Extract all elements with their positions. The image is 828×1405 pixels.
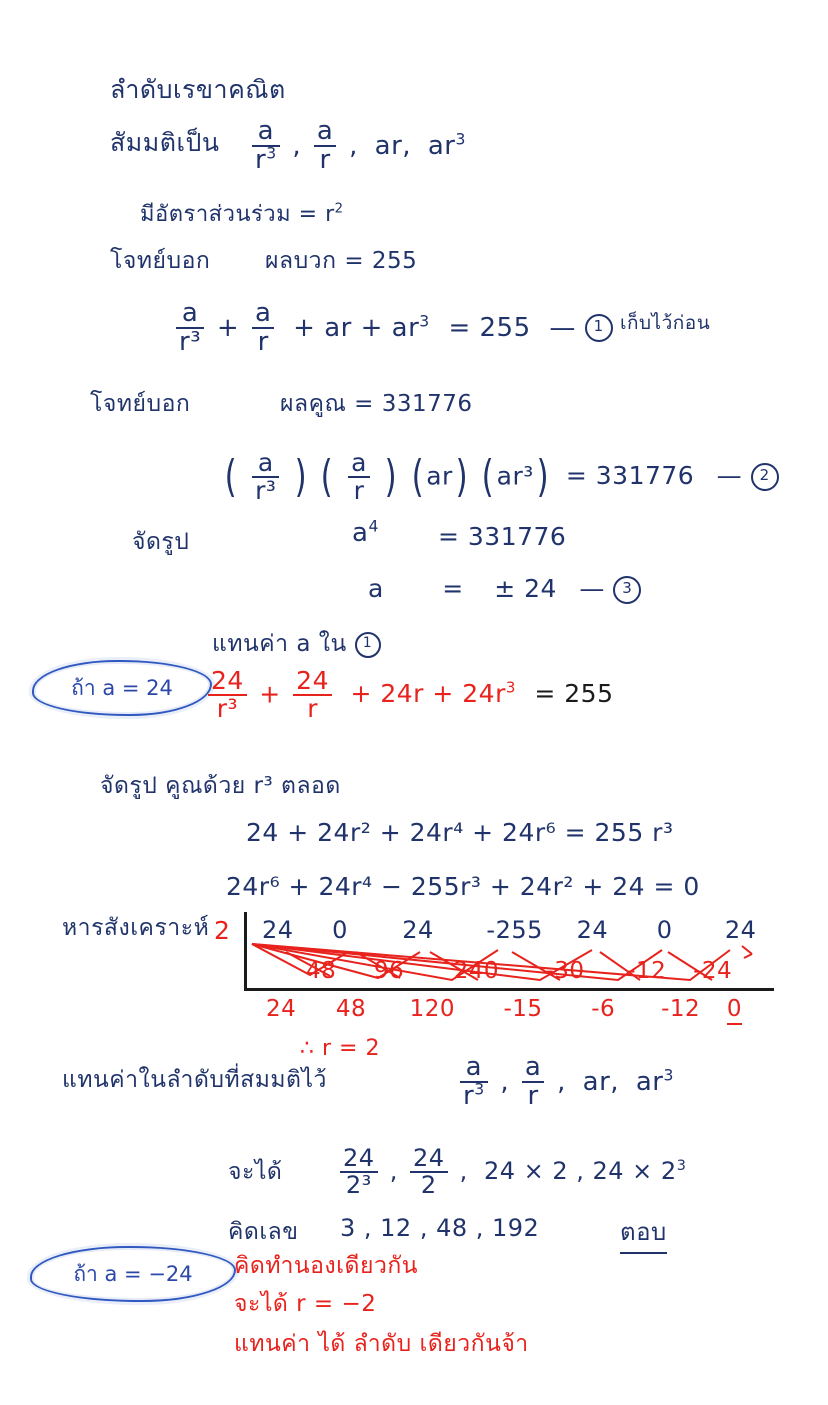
eq2-result: = 331776 (565, 461, 695, 491)
term-ar-repeat: ar, (582, 1066, 620, 1097)
ref-equation-1: 1 (355, 632, 381, 658)
final-sequence: 3 , 12 , 48 , 192 (340, 1214, 540, 1242)
equation-3: $\frac{24}{\text{r³}}$ + $\frac{24}{r}$ + $24r + 24r^3 = 255$ (204, 668, 613, 723)
synthetic-vertical-line (244, 912, 247, 990)
equation-2: ( $\frac{a}{\text{r³}}$ ) ( $\frac{a}{r}$ ) ( ar) ( ar³) = 331776 — 2 (222, 450, 779, 505)
middle-cell: 48 (306, 958, 337, 984)
eq1-result: = 255 (448, 312, 531, 343)
given-sum-value: ผลบวก = 255 (265, 248, 418, 274)
eq1-frac-1: $\frac{a}{\text{r³}}$ (176, 300, 204, 357)
red-note-2: จะได้ r = −2 (234, 1291, 377, 1317)
equation-5: 24r⁶ + 24r⁴ − 255r³ + 24r² + 24 = 0 (226, 872, 700, 901)
result-cell: 120 (409, 996, 456, 1022)
equation-1 (172, 300, 613, 357)
multiply-note: จัดรูป คูณด้วย r³ ตลอด (100, 773, 341, 799)
case-bubble-a-negative-label: ถ้า a = −24 (73, 1261, 193, 1286)
term-a-over-r: $\frac{a}{r}$ (314, 118, 336, 175)
assumed-terms: $\frac{a}{r^3}$ , $\frac{a}{r}$ , ar, $ar^3$ (248, 118, 466, 175)
dividend-cell: 24 (576, 916, 609, 944)
term-a-over-r-repeat: $\frac{a}{r}$ (522, 1054, 544, 1111)
dividend-cell: 24 (402, 916, 434, 944)
r-value-note: ∴ r = 2 (300, 1036, 380, 1061)
synthetic-result-row (266, 996, 742, 1022)
eq2-factor-4: ar³ (496, 461, 534, 491)
page-title: ลำดับเรขาคณิต (110, 75, 286, 104)
term-ar: ar, (374, 130, 412, 161)
eq2-frac-2: $\frac{a}{r}$ (348, 450, 370, 505)
middle-cell: -12 (627, 958, 667, 984)
dividend-cell: 0 (332, 916, 348, 944)
synthetic-divisor: 2 (214, 916, 231, 945)
assumption-label: สัมมติเป็น (110, 128, 220, 157)
result-cell: -12 (661, 996, 701, 1022)
case-bubble-a-positive (32, 660, 212, 716)
keep-note: เก็บไว้ก่อน (620, 312, 711, 334)
equation-number-2: 2 (751, 463, 779, 491)
term-a-over-r3-repeat: $\frac{a}{r^3}$ (460, 1054, 488, 1111)
middle-cell: 96 (373, 958, 405, 984)
dividend-cell: 24 (724, 916, 757, 944)
dividend-cell: 0 (656, 916, 673, 944)
synthetic-division-label: หารสังเคราะห์ (62, 915, 210, 941)
synthetic-dividend-row (262, 916, 785, 944)
given-product-label: โจทย์บอก (90, 391, 191, 417)
compute-label: คิดเลข (228, 1219, 299, 1245)
given-sum-label: โจทย์บอก (110, 248, 211, 274)
equation-number-3: 3 (613, 576, 641, 604)
middle-cell: -30 (545, 958, 585, 984)
eq2-factor-3: ar (426, 461, 453, 491)
result-cell-remainder: 0 (727, 996, 742, 1025)
synthetic-middle-row (306, 958, 751, 984)
result-cell: 24 (266, 996, 297, 1022)
dividend-cell: 24 (262, 916, 294, 944)
term-ar3: $ar^3$ (427, 130, 466, 161)
red-note-1: คิดทำนองเดียวกัน (234, 1253, 419, 1279)
substitute-back-label: แทนค่าในลำดับที่สมมติไว้ (62, 1067, 327, 1093)
red-note-3: แทนค่า ได้ ลำดับ เดียวกันจ้า (234, 1331, 529, 1357)
sub-frac-1: $\frac{24}{\text{2³}}$ (340, 1146, 378, 1198)
middle-cell: 240 (453, 958, 500, 984)
result-cell: 48 (335, 996, 367, 1022)
term-ar3-repeat: $ar^3$ (635, 1066, 674, 1097)
case-bubble-a-negative (30, 1246, 236, 1302)
equation-number-1: 1 (585, 314, 613, 342)
eq3-frac-2: $\frac{24}{r}$ (293, 668, 332, 723)
term-a-over-r3: $\frac{a}{r^3}$ (252, 118, 280, 175)
eq3-tail: + $24r + 24r^3$ (350, 678, 516, 709)
eq1-frac-2: $\frac{a}{r}$ (252, 300, 274, 357)
eq1-tail: + ar + $ar^3$ (293, 312, 430, 343)
sub-terms-tail: 24 × 2 , $24 \times 2^3$ (483, 1157, 687, 1186)
eq1-plus: + (216, 312, 240, 343)
equation-4: 24 + 24r² + 24r⁴ + 24r⁶ = 255 r³ (246, 818, 674, 847)
case-bubble-a-positive-label: ถ้า a = 24 (71, 675, 173, 700)
eq1-dash: — (549, 312, 576, 343)
a-power-4: $a^4$ (352, 517, 379, 548)
given-product-value: ผลคูณ = 331776 (280, 391, 473, 417)
a-solution: a = ± 24 — 3 (368, 574, 641, 604)
result-label-1: จะได้ (228, 1159, 283, 1185)
assumed-terms-repeat: $\frac{a}{r^3}$ , $\frac{a}{r}$ , ar, $ar^3$ (456, 1054, 674, 1111)
synthetic-horizontal-line (244, 988, 774, 991)
eq2-frac-1: $\frac{a}{\text{r³}}$ (252, 450, 279, 505)
middle-cell: -24 (693, 958, 733, 984)
eq3-frac-1: $\frac{24}{\text{r³}}$ (208, 668, 247, 723)
dividend-cell: -255 (486, 916, 543, 944)
answer-label: ตอบ (620, 1212, 667, 1254)
a-power-4-value: = 331776 (438, 522, 567, 551)
result-cell: -6 (591, 996, 616, 1022)
substituted-terms: $\frac{24}{\text{2³}}$ , $\frac{24}{2}$ , 24 × 2 , $24 \times 2^3$ (336, 1146, 686, 1198)
eq3-result: = 255 (534, 679, 614, 709)
sub-frac-2: $\frac{24}{2}$ (410, 1146, 448, 1198)
result-cell: -15 (503, 996, 543, 1022)
eq2-dash: — (716, 461, 743, 491)
substitute-label: แทนค่า a ใน 1 (212, 626, 381, 662)
common-ratio-note: มีอัตราส่วนร่วม = $r^2$ (140, 201, 344, 227)
simplify-label-1: จัดรูป (132, 529, 190, 555)
